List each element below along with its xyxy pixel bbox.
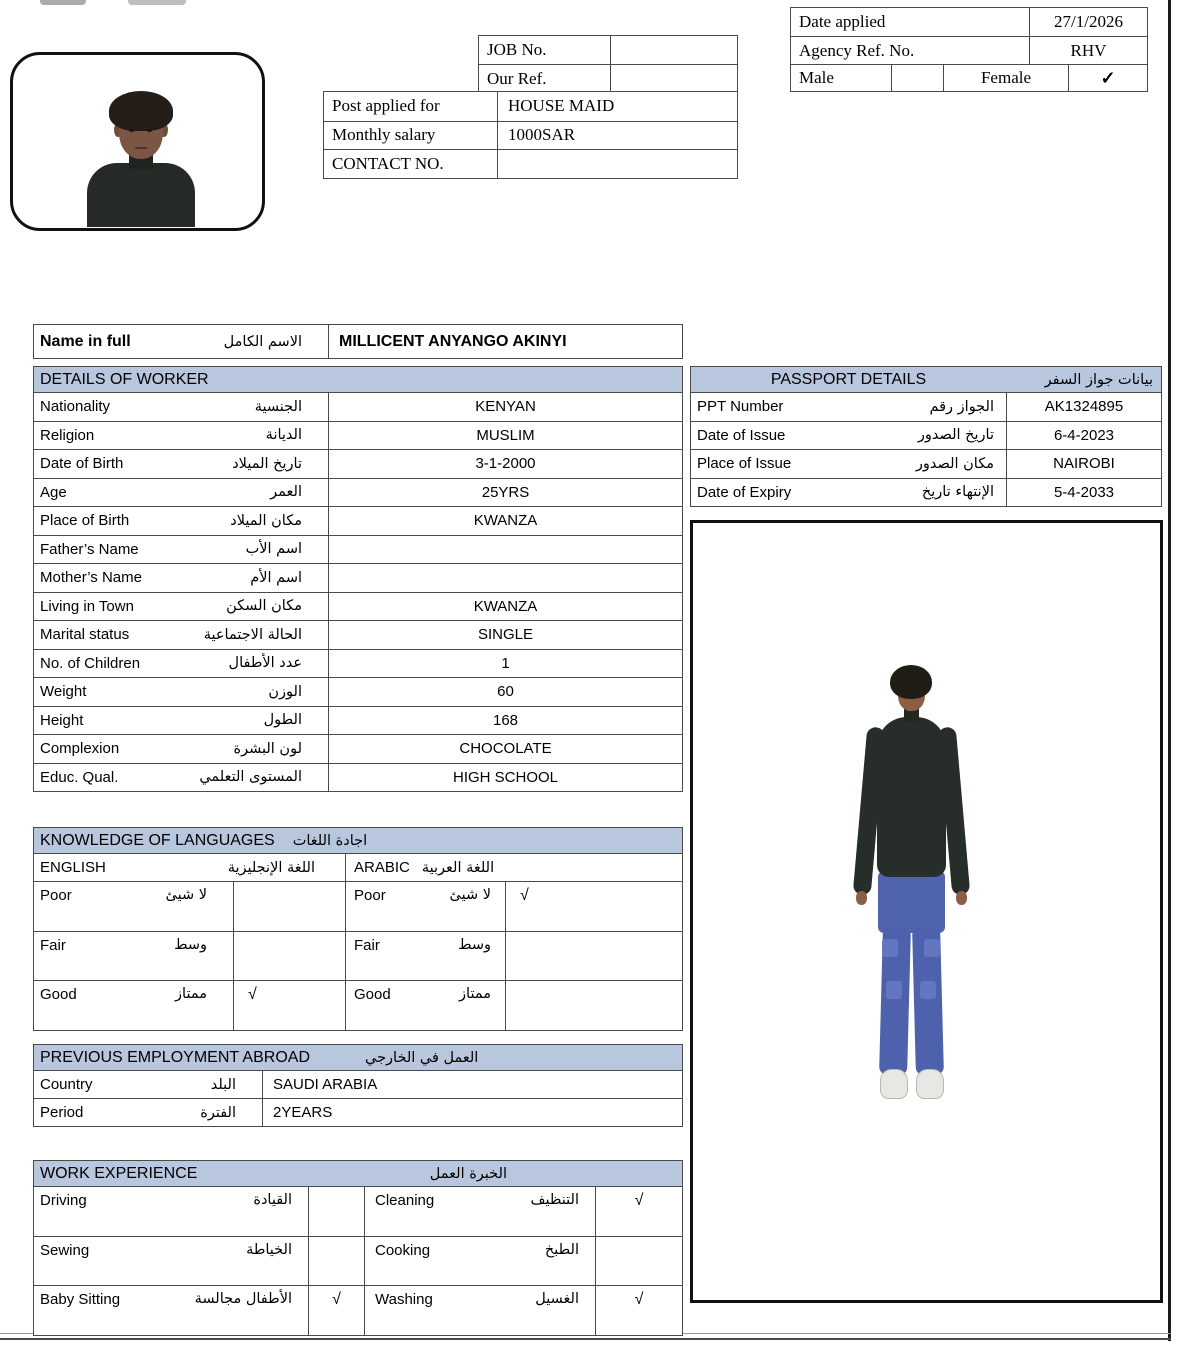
field-label-ar: الجنسية bbox=[254, 398, 302, 415]
full-body-photo-box bbox=[690, 520, 1163, 1303]
language-name: ENGLISH bbox=[40, 859, 106, 876]
field-value: 6-4-2023 bbox=[1006, 422, 1161, 450]
passport-details-title: PASSPORT DETAILS bbox=[770, 370, 927, 388]
skill-check-cell: √ bbox=[308, 1286, 364, 1335]
page-bottom-rule bbox=[0, 1338, 1171, 1340]
table-row bbox=[479, 36, 737, 64]
field-value bbox=[328, 564, 682, 592]
level-check-cell bbox=[505, 932, 682, 981]
work-skill-row bbox=[34, 1186, 682, 1236]
level-label: Poor bbox=[354, 887, 386, 904]
field-value: NAIROBI bbox=[1006, 450, 1161, 478]
full-body-photo bbox=[848, 665, 975, 1105]
person-boot bbox=[880, 1069, 908, 1099]
languages-table bbox=[33, 827, 683, 1031]
language-name-ar: اللغة الإنجليزية bbox=[227, 859, 315, 876]
table-row bbox=[691, 449, 1161, 478]
headshot-eye bbox=[129, 129, 134, 132]
language-name-row bbox=[34, 853, 682, 881]
level-check-cell: √ bbox=[505, 882, 682, 931]
skill-label: Cleaning bbox=[375, 1192, 435, 1209]
languages-title-ar: اجادة اللغات bbox=[292, 832, 368, 849]
top-edge-smudge bbox=[40, 0, 86, 5]
field-label-en: Religion bbox=[40, 426, 95, 444]
field-label-en: Place of Issue bbox=[697, 455, 792, 473]
monthly-salary-label: Monthly salary bbox=[332, 125, 436, 145]
male-label: Male bbox=[799, 68, 834, 87]
post-applied-table bbox=[323, 91, 738, 179]
table-row bbox=[34, 1070, 682, 1098]
work-experience-header bbox=[34, 1161, 682, 1186]
field-value: KWANZA bbox=[328, 593, 682, 621]
work-experience-title: WORK EXPERIENCE bbox=[40, 1164, 198, 1182]
headshot-torso bbox=[87, 163, 195, 227]
work-experience-title-ar: الخبرة العمل bbox=[429, 1165, 507, 1182]
table-row bbox=[34, 325, 682, 358]
person-sweater bbox=[877, 717, 946, 877]
job-no-label: JOB No. bbox=[487, 40, 547, 59]
field-value: HIGH SCHOOL bbox=[328, 764, 682, 792]
details-of-worker-table bbox=[33, 366, 683, 792]
field-label-ar: اسم الأم bbox=[250, 569, 302, 586]
field-label-ar: مكان السكن bbox=[226, 598, 302, 615]
portrait-photo-frame bbox=[10, 52, 265, 231]
field-label-en: Date of Birth bbox=[40, 455, 124, 473]
language-level-row bbox=[34, 931, 682, 981]
jeans-pocket bbox=[924, 939, 940, 957]
skill-label: Baby Sitting bbox=[40, 1291, 121, 1309]
skill-check-cell bbox=[308, 1237, 364, 1286]
skill-check-cell: √ bbox=[595, 1286, 682, 1335]
language-name: ARABIC bbox=[354, 859, 410, 876]
table-row bbox=[34, 1098, 682, 1126]
level-label-ar: لا شيئ bbox=[449, 887, 491, 903]
field-label-en: Complexion bbox=[40, 740, 120, 758]
headshot-eye bbox=[147, 129, 152, 132]
table-row bbox=[479, 64, 737, 92]
field-label-en: Weight bbox=[40, 683, 87, 701]
table-row bbox=[34, 649, 682, 678]
work-skill-row bbox=[34, 1236, 682, 1286]
top-edge-smudge bbox=[128, 0, 186, 5]
skill-label-ar: الخياطة bbox=[246, 1241, 292, 1258]
field-label-ar: العمر bbox=[270, 484, 302, 501]
table-row bbox=[34, 478, 682, 507]
post-applied-value: HOUSE MAID bbox=[508, 96, 615, 116]
table-row bbox=[324, 149, 737, 178]
field-label-ar: مكان الصدور bbox=[915, 455, 994, 472]
field-value: KENYAN bbox=[328, 393, 682, 421]
work-experience-table bbox=[33, 1160, 683, 1336]
level-label-ar: ممتاز bbox=[175, 986, 207, 1002]
level-check-cell bbox=[233, 932, 345, 981]
jeans-pocket bbox=[886, 981, 902, 999]
work-skill-row bbox=[34, 1285, 682, 1335]
field-label-ar: الوزن bbox=[268, 683, 302, 700]
table-row bbox=[34, 592, 682, 621]
name-label-en: Name in full bbox=[40, 332, 131, 350]
table-row bbox=[34, 449, 682, 478]
table-row bbox=[34, 734, 682, 763]
gender-row bbox=[791, 64, 1147, 91]
field-value: 1 bbox=[328, 650, 682, 678]
field-value bbox=[328, 536, 682, 564]
table-row bbox=[34, 620, 682, 649]
field-label-en: Living in Town bbox=[40, 597, 134, 615]
page-right-border bbox=[1168, 0, 1171, 1341]
table-row bbox=[34, 763, 682, 792]
skill-label-ar: التنظيف bbox=[530, 1192, 579, 1208]
previous-employment-title-ar: العمل في الخارجي bbox=[365, 1049, 479, 1066]
level-label: Fair bbox=[354, 936, 380, 954]
level-label-ar: وسط bbox=[174, 936, 207, 953]
languages-header bbox=[34, 828, 682, 853]
passport-details-header bbox=[691, 367, 1161, 392]
field-value: 25YRS bbox=[328, 479, 682, 507]
full-name-value: MILLICENT ANYANGO AKINYI bbox=[339, 332, 567, 350]
name-label-ar: الاسم الكامل bbox=[223, 333, 302, 350]
our-ref-label: Our Ref. bbox=[487, 68, 547, 88]
field-value: AK1324895 bbox=[1006, 393, 1161, 421]
level-label-ar: وسط bbox=[458, 936, 491, 953]
date-applied-table bbox=[790, 7, 1148, 92]
passport-details-title-ar: بيانات جواز السفر bbox=[1044, 371, 1153, 388]
field-label-ar: تاريخ الميلاد bbox=[232, 455, 302, 472]
field-label-ar: الفترة bbox=[200, 1104, 236, 1121]
level-check-cell bbox=[233, 882, 345, 931]
field-label-en: Mother’s Name bbox=[40, 569, 142, 587]
level-label: Good bbox=[354, 986, 391, 1003]
field-label-ar: الجواز رقم bbox=[929, 398, 994, 415]
previous-employment-title: PREVIOUS EMPLOYMENT ABROAD bbox=[40, 1048, 310, 1066]
field-value: 5-4-2033 bbox=[1006, 479, 1161, 507]
jeans-pocket bbox=[882, 939, 898, 957]
skill-label-ar: القيادة bbox=[253, 1192, 292, 1208]
person-jeans bbox=[878, 871, 945, 933]
table-row bbox=[34, 535, 682, 564]
field-label-en: Age bbox=[40, 483, 67, 501]
skill-check-cell: √ bbox=[595, 1187, 682, 1236]
table-row bbox=[34, 421, 682, 450]
headshot-photo bbox=[81, 91, 201, 228]
field-label-en: Date of Expiry bbox=[697, 483, 792, 501]
skill-label: Driving bbox=[40, 1192, 87, 1209]
level-check-cell bbox=[505, 981, 682, 1030]
field-label-en: Nationality bbox=[40, 398, 111, 416]
languages-title: KNOWLEDGE OF LANGUAGES bbox=[40, 831, 275, 849]
field-label-ar: الحالة الاجتماعية bbox=[203, 626, 302, 643]
date-applied-label: Date applied bbox=[799, 12, 886, 31]
female-label: Female bbox=[980, 68, 1032, 87]
table-row bbox=[324, 121, 737, 150]
previous-employment-header bbox=[34, 1045, 682, 1070]
field-label-en: Place of Birth bbox=[40, 512, 130, 530]
table-row bbox=[691, 421, 1161, 450]
field-label-ar: تاريخ الصدور bbox=[917, 427, 994, 444]
table-row bbox=[34, 677, 682, 706]
field-label-ar: اسم الأب bbox=[245, 541, 302, 558]
field-label-ar: عدد الأطفال bbox=[228, 655, 302, 672]
post-applied-label: Post applied for bbox=[332, 96, 440, 116]
job-ref-table bbox=[478, 35, 738, 93]
field-value: 60 bbox=[328, 678, 682, 706]
field-label-en: Marital status bbox=[40, 626, 130, 644]
name-row-table bbox=[33, 324, 683, 359]
field-label-en: Date of Issue bbox=[697, 426, 786, 444]
field-value: SINGLE bbox=[328, 621, 682, 649]
table-row bbox=[34, 563, 682, 592]
level-label-ar: ممتاز bbox=[459, 986, 491, 1002]
language-level-row bbox=[34, 881, 682, 931]
skill-label-ar: الغسيل bbox=[535, 1291, 579, 1308]
person-hand bbox=[856, 891, 867, 905]
field-value: CHOCOLATE bbox=[328, 735, 682, 763]
table-row bbox=[791, 8, 1147, 36]
field-label-en: PPT Number bbox=[697, 398, 784, 416]
field-value: 3-1-2000 bbox=[328, 450, 682, 478]
person-boot bbox=[916, 1069, 944, 1099]
field-label-en: No. of Children bbox=[40, 654, 141, 672]
monthly-salary-value: 1000SAR bbox=[508, 125, 576, 145]
skill-label: Cooking bbox=[375, 1241, 431, 1259]
field-label-ar: لون البشرة bbox=[233, 740, 302, 757]
skill-label: Washing bbox=[375, 1291, 433, 1309]
agency-ref-value: RHV bbox=[1070, 40, 1107, 60]
contact-no-label: CONTACT NO. bbox=[332, 153, 444, 173]
level-label-ar: لا شيئ bbox=[165, 887, 207, 903]
field-label-ar: البلد bbox=[210, 1076, 236, 1093]
field-label-ar: الديانة bbox=[265, 427, 302, 444]
table-row bbox=[691, 392, 1161, 421]
date-applied-value: 27/1/2026 bbox=[1054, 12, 1123, 31]
person-hair bbox=[890, 665, 932, 699]
passport-details-table bbox=[690, 366, 1162, 507]
headshot-hair bbox=[109, 91, 173, 131]
table-row bbox=[34, 706, 682, 735]
language-level-row bbox=[34, 980, 682, 1030]
skill-label-ar: الطبخ bbox=[544, 1241, 579, 1258]
field-value: 168 bbox=[328, 707, 682, 735]
skill-check-cell bbox=[308, 1187, 364, 1236]
jeans-pocket bbox=[920, 981, 936, 999]
headshot-mouth bbox=[135, 147, 147, 149]
field-value: 2YEARS bbox=[262, 1099, 682, 1126]
field-label-ar: الطول bbox=[263, 712, 302, 729]
level-label: Poor bbox=[40, 887, 72, 904]
field-label-en: Country bbox=[40, 1076, 93, 1093]
language-name-ar: اللغة العربية bbox=[421, 859, 495, 876]
table-row bbox=[791, 36, 1147, 64]
field-value: KWANZA bbox=[328, 507, 682, 535]
field-label-ar: مكان الميلاد bbox=[230, 512, 302, 529]
table-row bbox=[34, 506, 682, 535]
level-label: Good bbox=[40, 986, 77, 1003]
field-label-en: Period bbox=[40, 1104, 84, 1121]
field-label-ar: الإنتهاء تاريخ bbox=[921, 484, 994, 501]
field-label-en: Height bbox=[40, 711, 84, 729]
details-of-worker-header bbox=[34, 367, 682, 392]
field-label-en: Father’s Name bbox=[40, 540, 139, 558]
table-row bbox=[34, 392, 682, 421]
level-label: Fair bbox=[40, 936, 66, 954]
table-row bbox=[324, 92, 737, 121]
level-check-cell: √ bbox=[233, 981, 345, 1030]
details-of-worker-title: DETAILS OF WORKER bbox=[40, 370, 209, 388]
skill-label: Sewing bbox=[40, 1241, 90, 1259]
field-label-ar: المستوى التعلمي bbox=[199, 769, 302, 786]
female-check-mark: ✓ bbox=[1100, 67, 1116, 88]
person-hand bbox=[956, 891, 967, 905]
skill-check-cell bbox=[595, 1237, 682, 1286]
skill-label-ar: الأطفال مجالسة bbox=[194, 1291, 292, 1308]
previous-employment-table bbox=[33, 1044, 683, 1127]
field-value: MUSLIM bbox=[328, 422, 682, 450]
field-label-en: Educ. Qual. bbox=[40, 768, 119, 786]
agency-ref-label: Agency Ref. No. bbox=[799, 40, 915, 60]
field-value: SAUDI ARABIA bbox=[262, 1071, 682, 1098]
table-row bbox=[691, 478, 1161, 507]
